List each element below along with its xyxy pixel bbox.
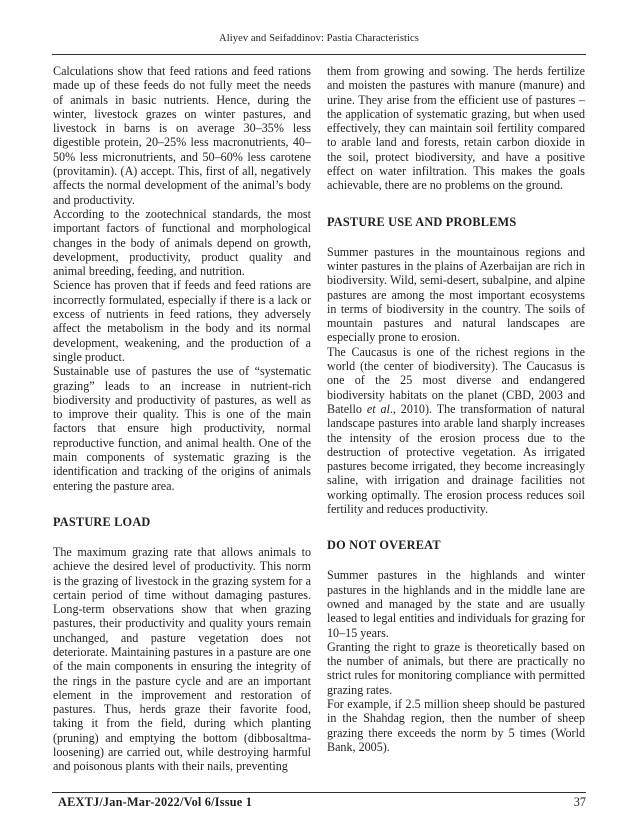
right-paragraph-5: Granting the right to graze is theoretically based on the number of animals, but there are practically no strict rules for monitoring compliance with permitted grazing rates. bbox=[327, 639, 585, 697]
header-divider bbox=[52, 54, 586, 55]
right-paragraph-6: For example, if 2.5 million sheep should be pastured in the Shahdag region, then the number of sheep grazing there exceeds the norm by 5 times (World Bank, 2005). bbox=[327, 696, 585, 754]
left-paragraph-5: The maximum grazing rate that allows animals to achieve the desired level of productivity. This norm is the grazing of livestock in the grazing system for a certain period of time without damaging pastures. Long-term observations show that when grazing pastures, their productivity and quality yours remain unchanged, and pasture vegetation does not deteriorate. Maintaining pastures in a pasture are one of the main components in ensuring the integrity of the rings in the pasture cycle and are an important element in the improvement and restoration of pastures. Thus, herds graze their favorite food, taking it from the field, during which planting (pruning) and emptying the bottom (dibbosaltma-loosening) are carried out, while destroying harmful and poisonous plants with their nails, preventing bbox=[53, 544, 311, 774]
page-number: 37 bbox=[573, 795, 586, 809]
right-paragraph-3-text-b: ., 2010). The transformation of natural landscape pastures into arable land sharply increases the intensity of the erosion process due to the destruction of protective vegetation. As irrigated pastures become irrigated, they become increasingly saline, with irrigation and drainage facilities not working optimally. The erosion process reduces soil fertility and reduces productivity. bbox=[327, 401, 586, 517]
right-paragraph-2: Summer pastures in the mountainous regions and winter pastures in the plains of Azerbaijan are rich in biodiversity. Wild, semi-desert, subalpine, and alpine pastures are among the most important ecosystems in terms of biodiversity in the country. The soils of mountain pastures and natural landscapes are especially prone to erosion. bbox=[327, 244, 585, 345]
left-column bbox=[53, 64, 311, 774]
left-paragraph-4: Sustainable use of pastures the use of “systematic grazing” leads to an increase in nutrient-rich biodiversity and productivity of pastures, as well as to improve their quality. This is one of the main factors that ensure high productivity, normal reproductive function, and animal health. One of the main components of systematic grazing is the identification and tracking of the origins of animals entering the pasture area. bbox=[53, 364, 311, 493]
right-paragraph-3 bbox=[327, 345, 585, 517]
citation-et-al: et al bbox=[366, 401, 390, 416]
right-column bbox=[327, 64, 585, 754]
left-paragraph-2: According to the zootechnical standards, the most important factors of functional and morphological changes in the body of animals depend on growth, development, productivity, product quality and animal breeding, feeding, and nutrition. bbox=[53, 206, 311, 279]
left-paragraph-3: Science has proven that if feeds and feed rations are incorrectly formulated, especially if there is a lack or excess of nutrients in feed rations, they adversely affect the metabolism in the body and its normal development, weakening, and the production of a single product. bbox=[53, 278, 311, 364]
right-paragraph-1: them from growing and sowing. The herds fertilize and moisten the pastures with manure (manure) and urine. They arise from the efficient use of pastures – the application of systematic grazing, but when used effectively, they can maintain soil fertility compared to arable land and forests, retain carbon dioxide in the soil, protect biodiversity, and have a positive effect on water infiltration. This makes the goals achievable, there are no problems on the ground. bbox=[327, 64, 585, 193]
right-paragraph-3-text-a: The Caucasus is one of the richest regions in the world (the center of biodiversity). The Caucasus is one of the 25 most diverse and endangered biodiversity habitats on the planet (CBD, 2003 and Batello bbox=[327, 344, 585, 416]
section-heading-do-not-overeat: DO NOT OVEREAT bbox=[327, 538, 441, 553]
section-heading-pasture-use: PASTURE USE AND PROBLEMS bbox=[327, 214, 517, 229]
footer-divider bbox=[52, 792, 586, 793]
section-heading-pasture-load: PASTURE LOAD bbox=[53, 514, 151, 529]
left-paragraph-1: Calculations show that feed rations and feed rations made up of these feeds do not fully meet the needs of animals in basic nutrients. Hence, during the winter, livestock grazes on winter pastures, and livestock in barns is on average 30–35% less digestible protein, 20–25% less macronutrients, 40–50% less micronutrients, and 50–60% less carotene (provitamin). (A) accept. This, first of all, negatively affects the normal development of the animal’s body and productivity. bbox=[53, 64, 311, 207]
running-title: Aliyev and Seifaddinov: Pastia Characteristics bbox=[219, 33, 419, 44]
footer-journal-info: AEXTJ/Jan-Mar-2022/Vol 6/Issue 1 bbox=[58, 795, 253, 809]
right-paragraph-4: Summer pastures in the highlands and winter pastures in the highlands and in the middle lane are owned and managed by the state and are usually leased to legal entities and individuals for grazing for 10–15 years. bbox=[327, 568, 585, 640]
